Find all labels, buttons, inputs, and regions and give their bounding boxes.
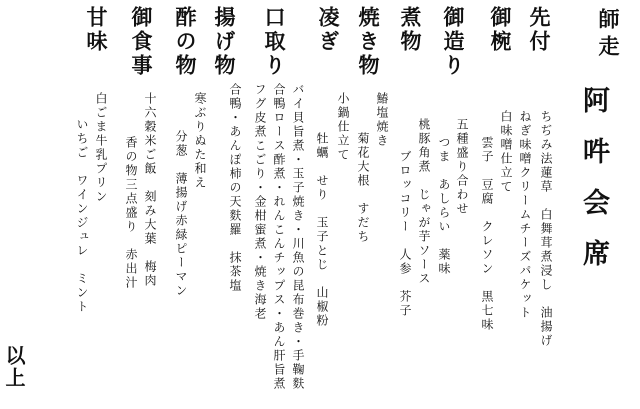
course-name-owan: 御椀: [488, 6, 513, 54]
course-item: 分葱 薄揚げ赤緑ピーマン: [174, 130, 188, 298]
course-item: 牡蠣 せり 玉子とじ 山椒粉: [315, 132, 329, 328]
course-item: 小鍋仕立て: [336, 92, 350, 162]
closing-text: 以上: [2, 345, 26, 389]
course-item: 合鴨ロース酢煮・れんこんチップス・あん肝旨煮: [272, 83, 286, 391]
course-item: バイ貝旨煮・玉子焼き・川魚の昆布巻き・手鞠麩: [291, 83, 305, 391]
course-name-shinogi: 凌ぎ: [316, 6, 341, 54]
course-item: いちご ワインジュレ ミント: [75, 118, 89, 314]
course-name-sunomono: 酢の物: [173, 6, 198, 78]
course-name-nimono: 煮物: [398, 6, 423, 54]
course-item: 五種盛り合わせ: [455, 118, 469, 216]
kaiseki-name: 阿吽会席: [578, 86, 609, 290]
course-name-kanmi: 甘味: [84, 6, 109, 54]
course-name-otsukuri: 御造り: [441, 6, 466, 78]
course-item: 香の物三点盛り 赤出汁: [124, 136, 138, 290]
course-item: 合鴨・あんぽ柿の天麩羅 抹茶塩: [228, 83, 242, 293]
course-item: 白味噌仕立て: [499, 110, 513, 194]
course-item: 白ごま牛乳プリン: [94, 92, 108, 204]
course-name-sakizuke: 先付: [527, 6, 552, 54]
course-item: 鰆塩焼き: [375, 92, 389, 148]
course-name-oshokuji: 御食事: [129, 6, 154, 78]
course-item: 雲子 豆腐 クレソン 黒七味: [480, 136, 494, 332]
course-item: 桃豚角煮 じゃが芋ソース: [417, 118, 431, 286]
course-name-yakimono: 焼き物: [356, 6, 381, 78]
course-name-kuchitori: 口取り: [262, 6, 287, 78]
course-item: ねぎ味噌クリームチーズパケット: [518, 110, 532, 320]
menu-title: 師走: [596, 8, 621, 62]
course-item: ちぢみ法蓮草 白舞茸煮浸し 油揚げ: [539, 110, 553, 348]
course-name-agemono: 揚げ物: [212, 6, 237, 78]
course-item: ブロッコリー 人参 芥子: [398, 150, 412, 318]
course-item: フグ皮煮こごり・金柑蜜煮・焼き海老: [253, 83, 267, 321]
course-item: 菊花大根 すだち: [356, 132, 370, 244]
course-item: 十六穀米ご飯 刻み大葉 梅肉: [143, 92, 157, 288]
course-item: つま あしらい 薬味: [437, 136, 451, 276]
course-item: 寒ぶりぬた和え: [193, 92, 207, 190]
